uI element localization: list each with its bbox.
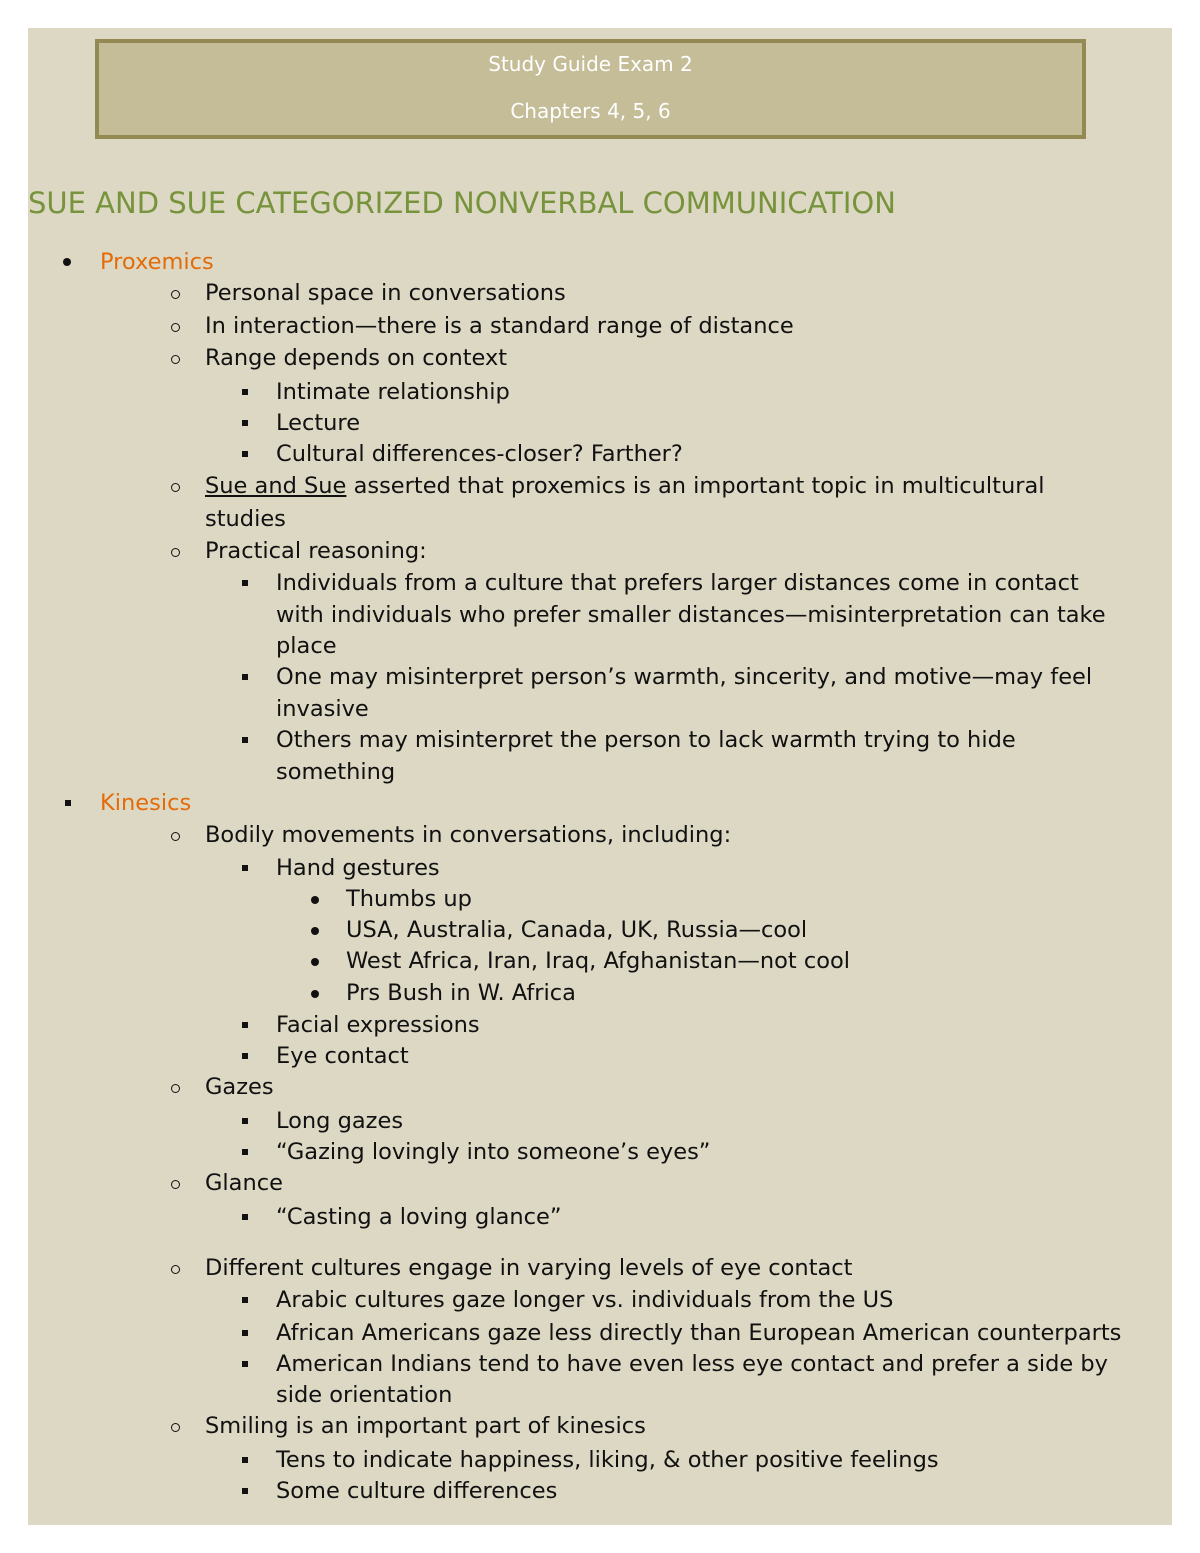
- bullet-dot-icon: [311, 990, 319, 998]
- square-bullet-icon: [242, 1149, 248, 1155]
- square-bullet-icon: [242, 865, 248, 871]
- square-bullet-icon: [242, 1053, 248, 1059]
- list-item: Gazes: [205, 1074, 274, 1100]
- topic-kinesics: Kinesics: [100, 790, 192, 816]
- topic-proxemics: Proxemics: [100, 249, 214, 275]
- list-item: Intimate relationship: [276, 379, 510, 405]
- circle-bullet-icon: [171, 483, 180, 492]
- list-item: Others may misinterpret the person to lack warmth trying to hide: [276, 727, 1016, 753]
- square-bullet-icon: [242, 674, 248, 680]
- list-item: Arabic cultures gaze longer vs. individuals from the US: [276, 1287, 894, 1313]
- list-item: Bodily movements in conversations, including:: [205, 822, 732, 848]
- list-item: Practical reasoning:: [205, 538, 427, 564]
- list-item: Long gazes: [276, 1108, 404, 1134]
- bullet-dot-icon: [311, 958, 319, 966]
- square-bullet-icon: [65, 800, 71, 806]
- square-bullet-icon: [242, 1330, 248, 1336]
- square-bullet-icon: [242, 1022, 248, 1028]
- list-item: “Casting a loving glance”: [276, 1204, 562, 1230]
- section-heading: SUE AND SUE CATEGORIZED NONVERBAL COMMUNICATION: [28, 186, 896, 220]
- list-item: Personal space in conversations: [205, 280, 566, 306]
- list-item: [205, 471, 1045, 501]
- list-item: One may misinterpret person’s warmth, sincerity, and motive—may feel: [276, 664, 1093, 690]
- list-item: Some culture differences: [276, 1478, 558, 1504]
- square-bullet-icon: [242, 1214, 248, 1220]
- list-item: “Gazing lovingly into someone’s eyes”: [276, 1139, 711, 1165]
- list-item-continuation: studies: [205, 506, 286, 532]
- list-item-continuation: place: [276, 633, 337, 659]
- list-item: Facial expressions: [276, 1012, 480, 1038]
- list-item: In interaction—there is a standard range of distance: [205, 313, 794, 339]
- circle-bullet-icon: [171, 1180, 180, 1189]
- list-item: Lecture: [276, 410, 361, 436]
- bullet-dot-icon: [311, 927, 319, 935]
- list-item: Prs Bush in W. Africa: [346, 980, 576, 1006]
- circle-bullet-icon: [171, 290, 180, 299]
- title-box: [95, 39, 1086, 139]
- list-item: Hand gestures: [276, 855, 440, 881]
- list-item: Smiling is an important part of kinesics: [205, 1413, 646, 1439]
- circle-bullet-icon: [171, 1265, 180, 1274]
- square-bullet-icon: [242, 420, 248, 426]
- circle-bullet-icon: [171, 548, 180, 557]
- list-item: Tens to indicate happiness, liking, & other positive feelings: [276, 1447, 939, 1473]
- list-item: West Africa, Iran, Iraq, Afghanistan—not cool: [346, 948, 851, 974]
- list-item: Cultural differences-closer? Farther?: [276, 441, 683, 467]
- bullet-dot-icon: [311, 896, 319, 904]
- list-item: Eye contact: [276, 1043, 409, 1069]
- list-item-text: asserted that proxemics is an important topic in multicultural: [353, 473, 1045, 499]
- circle-bullet-icon: [171, 1084, 180, 1093]
- list-item: Individuals from a culture that prefers larger distances come in contact: [276, 570, 1079, 596]
- circle-bullet-icon: [171, 355, 180, 364]
- list-item: Range depends on context: [205, 345, 508, 371]
- square-bullet-icon: [242, 580, 248, 586]
- circle-bullet-icon: [171, 1423, 180, 1432]
- sue-and-sue-link: Sue and Sue: [205, 473, 347, 499]
- square-bullet-icon: [242, 389, 248, 395]
- list-item: American Indians tend to have even less eye contact and prefer a side by: [276, 1351, 1108, 1377]
- list-item: African Americans gaze less directly than European American counterparts: [276, 1320, 1122, 1346]
- document-subtitle: Chapters 4, 5, 6: [510, 99, 671, 123]
- list-item-continuation: invasive: [276, 696, 369, 722]
- bullet-dot-icon: [63, 258, 71, 266]
- square-bullet-icon: [242, 737, 248, 743]
- square-bullet-icon: [242, 1118, 248, 1124]
- document-title: Study Guide Exam 2: [488, 52, 693, 76]
- list-item: Different cultures engage in varying levels of eye contact: [205, 1255, 853, 1281]
- circle-bullet-icon: [171, 323, 180, 332]
- square-bullet-icon: [242, 1457, 248, 1463]
- list-item: Thumbs up: [346, 886, 472, 912]
- list-item: Glance: [205, 1170, 283, 1196]
- circle-bullet-icon: [171, 832, 180, 841]
- square-bullet-icon: [242, 1488, 248, 1494]
- square-bullet-icon: [242, 1361, 248, 1367]
- list-item-continuation: with individuals who prefer smaller distances—misinterpretation can take: [276, 602, 1106, 628]
- list-item-continuation: something: [276, 759, 396, 785]
- square-bullet-icon: [242, 451, 248, 457]
- list-item: USA, Australia, Canada, UK, Russia—cool: [346, 917, 808, 943]
- square-bullet-icon: [242, 1297, 248, 1303]
- list-item-continuation: side orientation: [276, 1382, 453, 1408]
